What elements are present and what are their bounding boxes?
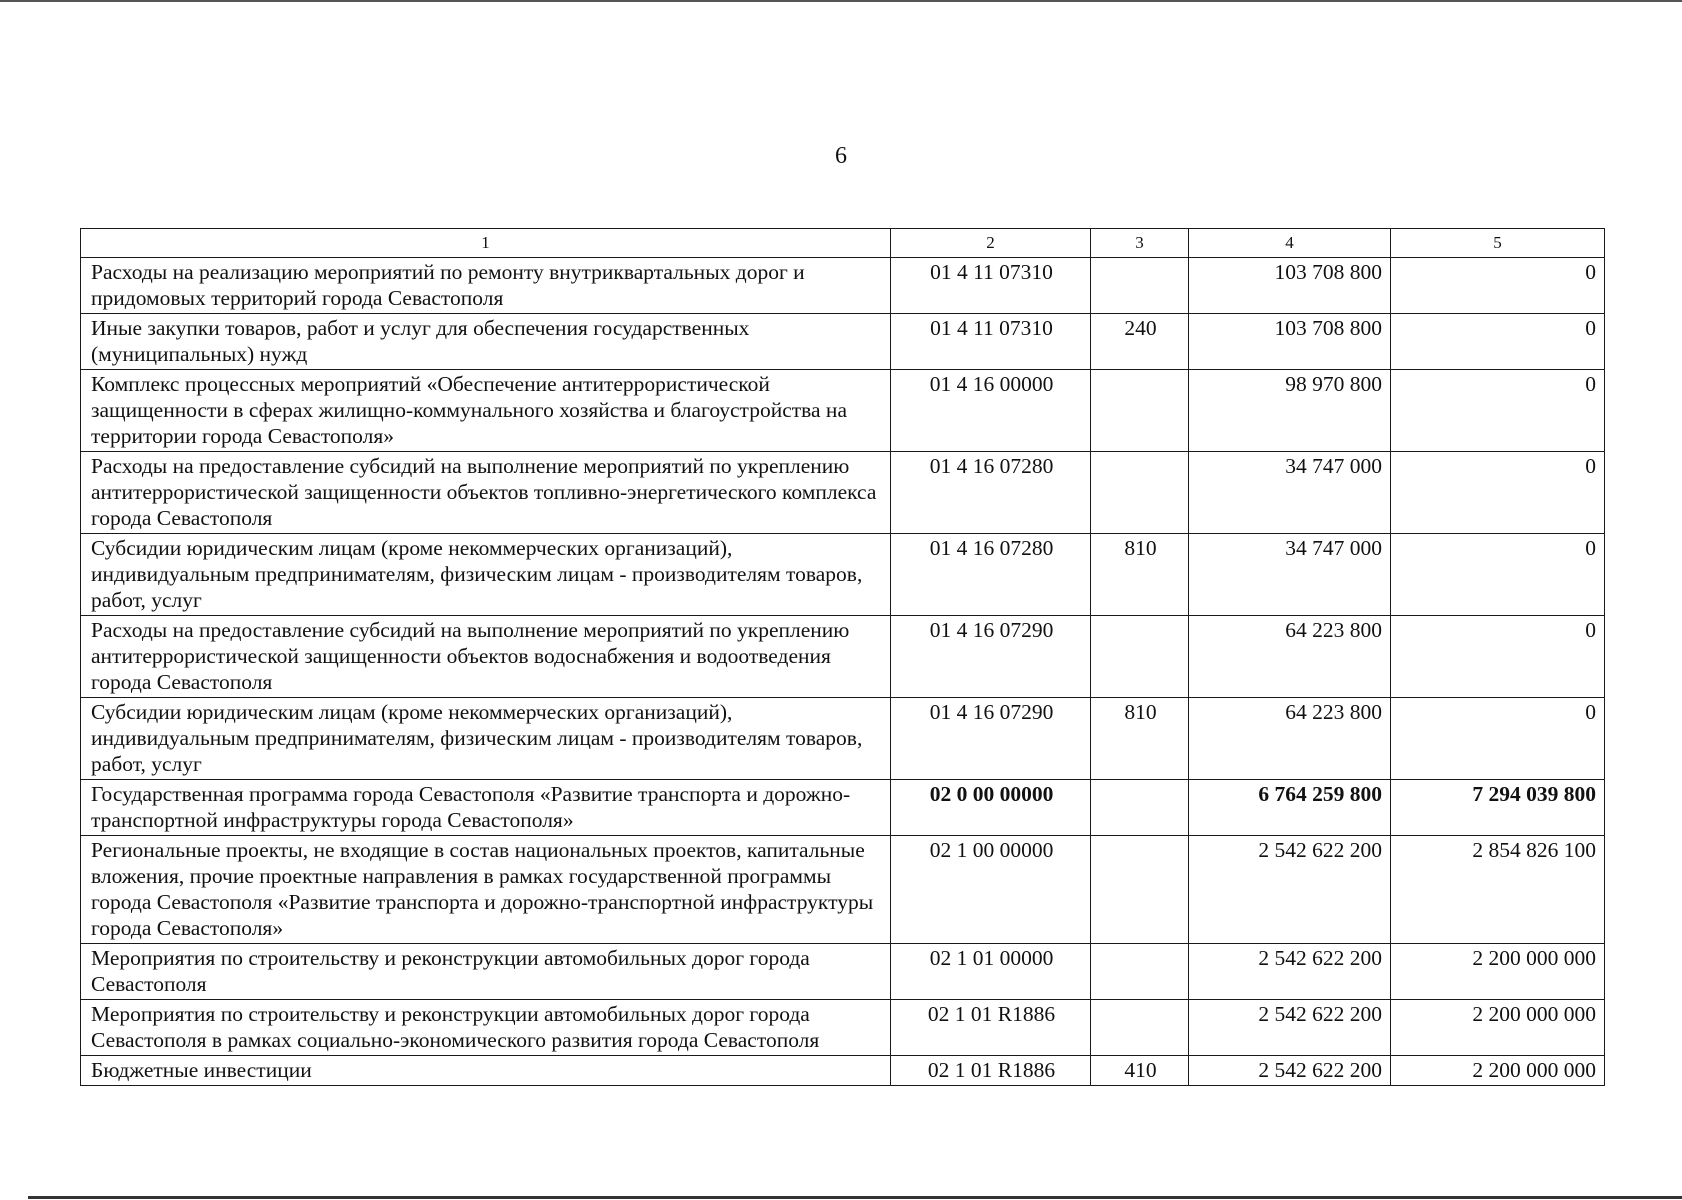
row-code: 01 4 16 07290 bbox=[891, 616, 1091, 698]
table-row bbox=[81, 314, 1605, 370]
row-code: 02 1 01 R1886 bbox=[891, 1000, 1091, 1056]
table-row bbox=[81, 944, 1605, 1000]
table-row bbox=[81, 258, 1605, 314]
row-sum-1: 6 764 259 800 bbox=[1189, 780, 1391, 836]
row-sum-1: 2 542 622 200 bbox=[1189, 836, 1391, 944]
table-row bbox=[81, 452, 1605, 534]
row-type bbox=[1091, 616, 1189, 698]
row-sum-2: 0 bbox=[1391, 616, 1605, 698]
row-code: 01 4 16 00000 bbox=[891, 370, 1091, 452]
row-code: 02 0 00 00000 bbox=[891, 780, 1091, 836]
row-name: Государственная программа города Севастополя «Развитие транспорта и дорожно-транспортной инфраструктуры города Севастополя» bbox=[81, 780, 891, 836]
row-sum-1: 98 970 800 bbox=[1189, 370, 1391, 452]
row-sum-2: 0 bbox=[1391, 258, 1605, 314]
row-code: 02 1 01 00000 bbox=[891, 944, 1091, 1000]
row-sum-2: 7 294 039 800 bbox=[1391, 780, 1605, 836]
row-code: 01 4 11 07310 bbox=[891, 258, 1091, 314]
row-code: 02 1 01 R1886 bbox=[891, 1056, 1091, 1086]
row-name: Иные закупки товаров, работ и услуг для обеспечения государственных (муниципальных) нужд bbox=[81, 314, 891, 370]
row-sum-2: 2 200 000 000 bbox=[1391, 944, 1605, 1000]
top-scan-edge bbox=[0, 0, 1682, 2]
bottom-scan-edge bbox=[28, 1196, 1682, 1199]
row-name: Комплекс процессных мероприятий «Обеспечение антитеррористической защищенности в сферах жилищно-коммунального хозяйства и благоустройства на территории города Севастополя» bbox=[81, 370, 891, 452]
row-type: 810 bbox=[1091, 698, 1189, 780]
column-header-4: 4 bbox=[1189, 229, 1391, 258]
row-name: Мероприятия по строительству и реконструкции автомобильных дорог города Севастополя bbox=[81, 944, 891, 1000]
row-sum-1: 64 223 800 bbox=[1189, 698, 1391, 780]
row-sum-2: 2 854 826 100 bbox=[1391, 836, 1605, 944]
table-row bbox=[81, 698, 1605, 780]
table-row bbox=[81, 1056, 1605, 1086]
table-header-row bbox=[81, 229, 1605, 258]
row-sum-2: 0 bbox=[1391, 534, 1605, 616]
column-header-5: 5 bbox=[1391, 229, 1605, 258]
row-name: Расходы на предоставление субсидий на выполнение мероприятий по укреплению антитеррористической защищенности объектов водоснабжения и водоотведения города Севастополя bbox=[81, 616, 891, 698]
row-sum-1: 34 747 000 bbox=[1189, 534, 1391, 616]
table-row bbox=[81, 534, 1605, 616]
row-name: Расходы на предоставление субсидий на выполнение мероприятий по укреплению антитеррористической защищенности объектов топливно-энергетического комплекса города Севастополя bbox=[81, 452, 891, 534]
row-sum-1: 2 542 622 200 bbox=[1189, 1000, 1391, 1056]
row-type bbox=[1091, 258, 1189, 314]
row-sum-2: 0 bbox=[1391, 370, 1605, 452]
row-code: 01 4 16 07280 bbox=[891, 452, 1091, 534]
table-row bbox=[81, 370, 1605, 452]
row-type bbox=[1091, 944, 1189, 1000]
row-sum-1: 34 747 000 bbox=[1189, 452, 1391, 534]
row-sum-1: 64 223 800 bbox=[1189, 616, 1391, 698]
row-sum-1: 2 542 622 200 bbox=[1189, 944, 1391, 1000]
row-type: 810 bbox=[1091, 534, 1189, 616]
row-code: 01 4 16 07280 bbox=[891, 534, 1091, 616]
table-row-program-total bbox=[81, 780, 1605, 836]
row-sum-2: 2 200 000 000 bbox=[1391, 1000, 1605, 1056]
budget-table bbox=[80, 228, 1605, 1086]
row-sum-2: 2 200 000 000 bbox=[1391, 1056, 1605, 1086]
row-type: 240 bbox=[1091, 314, 1189, 370]
column-header-1: 1 bbox=[81, 229, 891, 258]
row-code: 02 1 00 00000 bbox=[891, 836, 1091, 944]
table-row bbox=[81, 1000, 1605, 1056]
row-name: Бюджетные инвестиции bbox=[81, 1056, 891, 1086]
table-row bbox=[81, 836, 1605, 944]
row-code: 01 4 11 07310 bbox=[891, 314, 1091, 370]
table-row bbox=[81, 616, 1605, 698]
row-sum-1: 103 708 800 bbox=[1189, 314, 1391, 370]
row-sum-2: 0 bbox=[1391, 698, 1605, 780]
row-sum-2: 0 bbox=[1391, 452, 1605, 534]
column-header-2: 2 bbox=[891, 229, 1091, 258]
row-name: Мероприятия по строительству и реконструкции автомобильных дорог города Севастополя в рамках социально-экономического развития города Севастополя bbox=[81, 1000, 891, 1056]
row-type bbox=[1091, 452, 1189, 534]
page-number: 6 bbox=[835, 143, 847, 169]
row-name: Расходы на реализацию мероприятий по ремонту внутриквартальных дорог и придомовых территорий города Севастополя bbox=[81, 258, 891, 314]
row-sum-1: 103 708 800 bbox=[1189, 258, 1391, 314]
row-code: 01 4 16 07290 bbox=[891, 698, 1091, 780]
column-header-3: 3 bbox=[1091, 229, 1189, 258]
row-type: 410 bbox=[1091, 1056, 1189, 1086]
row-name: Субсидии юридическим лицам (кроме некоммерческих организаций), индивидуальным предпринимателям, физическим лицам - производителям товаров, работ, услуг bbox=[81, 698, 891, 780]
row-name: Субсидии юридическим лицам (кроме некоммерческих организаций), индивидуальным предпринимателям, физическим лицам - производителям товаров, работ, услуг bbox=[81, 534, 891, 616]
row-sum-1: 2 542 622 200 bbox=[1189, 1056, 1391, 1086]
row-type bbox=[1091, 836, 1189, 944]
row-type bbox=[1091, 370, 1189, 452]
row-name: Региональные проекты, не входящие в состав национальных проектов, капитальные вложения, прочие проектные направления в рамках государственной программы города Севастополя «Развитие транспорта и дорожно-транспортной инфраструктуры города Севастополя» bbox=[81, 836, 891, 944]
row-type bbox=[1091, 1000, 1189, 1056]
row-sum-2: 0 bbox=[1391, 314, 1605, 370]
row-type bbox=[1091, 780, 1189, 836]
